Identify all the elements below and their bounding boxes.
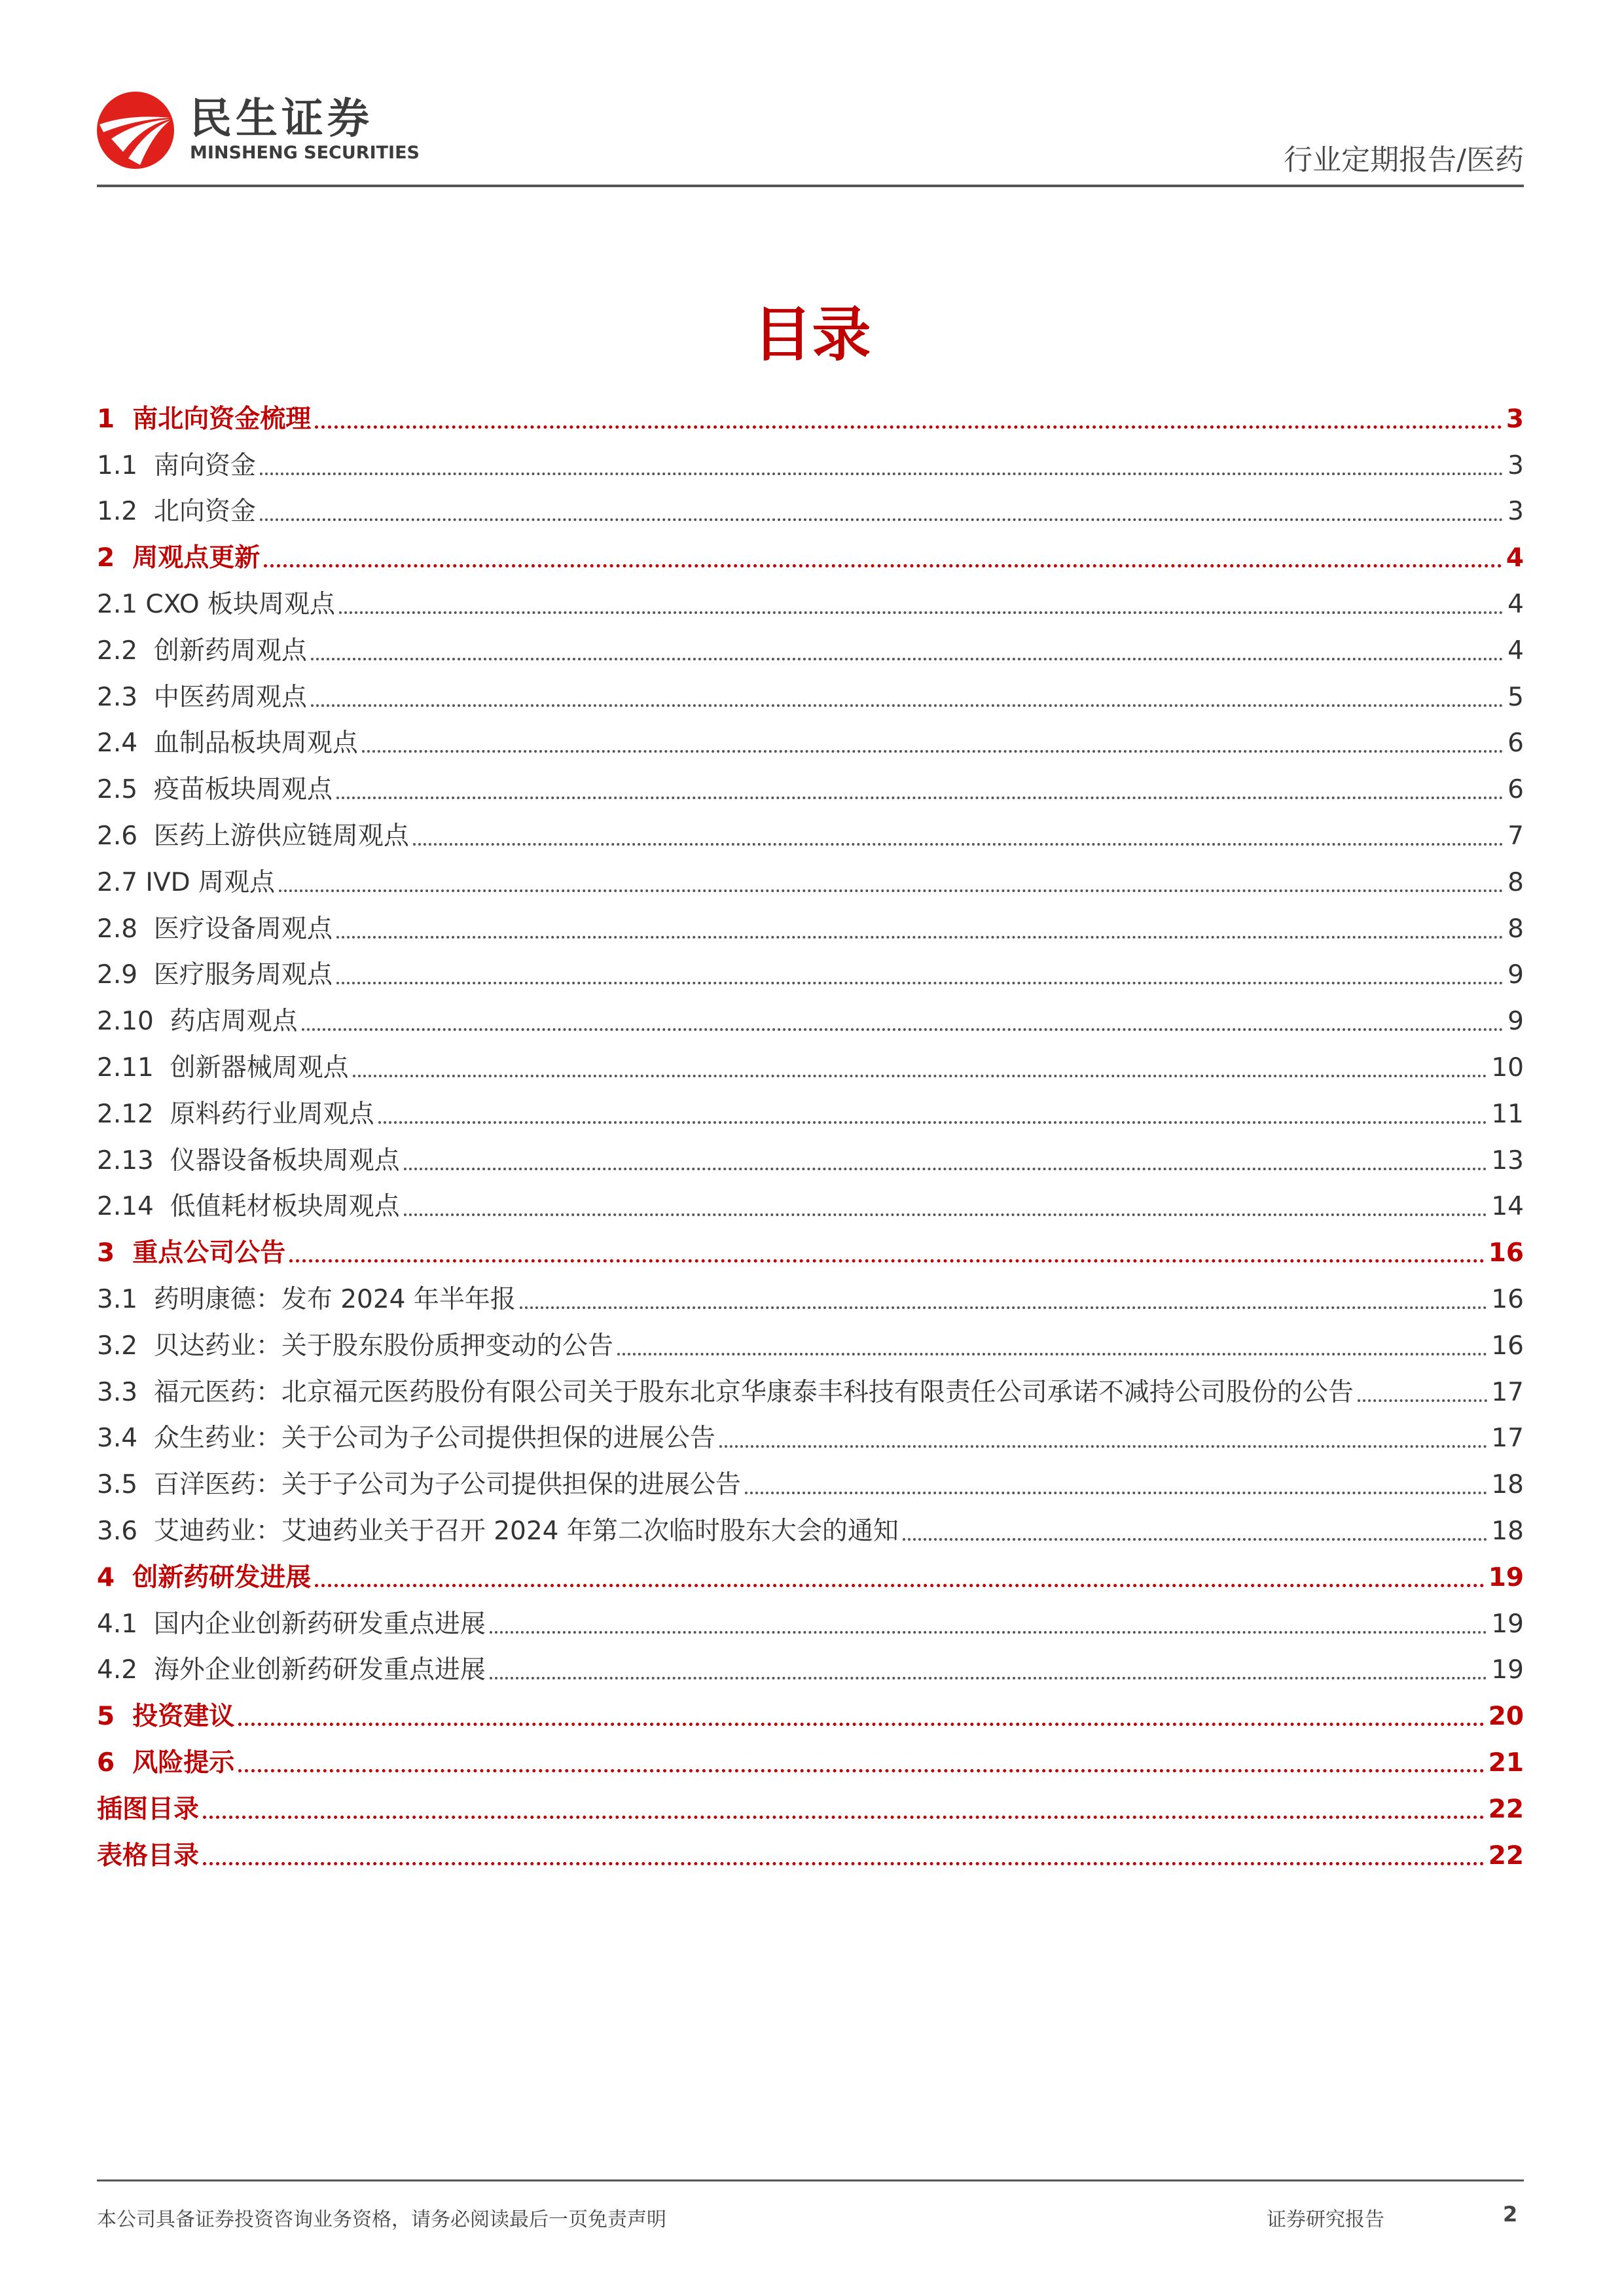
toc-entry[interactable]	[97, 1040, 1524, 1086]
toc-leader-dots	[903, 1538, 1487, 1541]
toc-leader-dots	[617, 1353, 1488, 1355]
toc-entry[interactable]	[97, 1179, 1524, 1226]
toc-leader-dots	[260, 518, 1504, 521]
toc-leader-dots	[315, 425, 1502, 429]
toc-entry-label: 1 南北向资金梳理	[97, 404, 312, 434]
toc-entry[interactable]	[97, 1689, 1524, 1735]
toc-entry-label: 插图目录	[97, 1794, 200, 1824]
toc-entry[interactable]	[97, 808, 1524, 855]
toc-leader-dots	[289, 1259, 1484, 1263]
toc-entry[interactable]	[97, 1550, 1524, 1596]
toc-entry[interactable]	[97, 948, 1524, 994]
logo-emblem-icon	[97, 92, 174, 169]
toc-entry[interactable]	[97, 901, 1524, 948]
toc-entry-page: 7	[1507, 821, 1524, 851]
toc-leader-dots	[238, 1723, 1484, 1726]
toc-entry-label: 3 重点公司公告	[97, 1238, 286, 1268]
toc-leader-dots	[490, 1631, 1488, 1634]
toc-entry-page: 14	[1491, 1192, 1524, 1222]
footer-disclaimer: 本公司具备证券投资咨询业务资格，请务必阅读最后一页免责声明	[97, 2208, 666, 2231]
toc-entry-label: 2.3 中医药周观点	[97, 682, 307, 712]
toc-entry[interactable]	[97, 1272, 1524, 1318]
toc-leader-dots	[311, 704, 1504, 707]
toc-entry-label: 2.11 创新器械周观点	[97, 1052, 349, 1083]
toc-leader-dots	[413, 843, 1504, 846]
toc-entry-page: 17	[1491, 1377, 1524, 1407]
toc-leader-dots	[238, 1769, 1484, 1772]
toc-entry[interactable]	[97, 1318, 1524, 1365]
toc-entry[interactable]	[97, 1828, 1524, 1874]
toc-entry[interactable]	[97, 1643, 1524, 1689]
logo-english-name: MINSHENG SECURITIES	[190, 143, 420, 163]
report-type: 行业定期报告/医药	[1284, 143, 1524, 177]
toc-leader-dots	[315, 1584, 1484, 1587]
toc-entry-page: 16	[1488, 1238, 1524, 1268]
toc-leader-dots	[264, 564, 1502, 567]
toc-entry-page: 4	[1506, 543, 1524, 573]
toc-leader-dots	[203, 1862, 1485, 1865]
toc-entry-label: 3.2 贝达药业：关于股东股份质押变动的公告	[97, 1331, 613, 1361]
toc-entry[interactable]	[97, 1133, 1524, 1179]
toc-entry-label: 2.12 原料药行业周观点	[97, 1099, 374, 1129]
toc-entry[interactable]	[97, 1086, 1524, 1133]
toc-leader-dots	[260, 473, 1504, 475]
toc-entry-label: 2.6 医药上游供应链周观点	[97, 821, 409, 851]
footer-divider	[97, 2179, 1524, 2181]
toc-entry-page: 3	[1507, 450, 1524, 480]
toc-entry[interactable]	[97, 530, 1524, 577]
toc-leader-dots	[1358, 1399, 1488, 1402]
toc-leader-dots	[203, 1816, 1485, 1819]
toc-leader-dots	[302, 1028, 1504, 1031]
toc-entry-label: 4 创新药研发进展	[97, 1562, 312, 1592]
toc-leader-dots	[362, 750, 1504, 753]
toc-entry-page: 13	[1491, 1145, 1524, 1175]
toc-entry-page: 19	[1488, 1562, 1524, 1592]
toc-entry-label: 6 风险提示	[97, 1748, 235, 1778]
toc-entry-label: 2.9 医疗服务周观点	[97, 960, 333, 990]
toc-leader-dots	[404, 1213, 1488, 1216]
toc-entry-label: 2.2 创新药周观点	[97, 636, 307, 666]
toc-entry-page: 8	[1507, 914, 1524, 944]
toc-entry[interactable]	[97, 577, 1524, 623]
toc-entry-page: 18	[1491, 1470, 1524, 1500]
toc-entry[interactable]	[97, 1457, 1524, 1503]
toc-entry-label: 3.5 百洋医药：关于子公司为子公司提供担保的进展公告	[97, 1470, 741, 1500]
toc-entry-label: 4.2 海外企业创新药研发重点进展	[97, 1655, 486, 1685]
toc-entry[interactable]	[97, 438, 1524, 484]
toc-entry-label: 4.1 国内企业创新药研发重点进展	[97, 1609, 486, 1639]
toc-entry-label: 5 投资建议	[97, 1702, 235, 1732]
toc-entry-label: 3.6 艾迪药业：艾迪药业关于召开 2024 年第二次临时股东大会的通知	[97, 1516, 899, 1546]
toc-entry-page: 18	[1491, 1516, 1524, 1546]
toc-entry-label: 2.7 IVD 周观点	[97, 867, 276, 897]
toc-entry-page: 10	[1491, 1052, 1524, 1083]
toc-entry[interactable]	[97, 670, 1524, 716]
toc-leader-dots	[336, 982, 1504, 984]
toc-entry-label: 2.8 医疗设备周观点	[97, 914, 333, 944]
page-number: 2	[1503, 2202, 1518, 2227]
company-logo	[97, 92, 420, 169]
toc-entry[interactable]	[97, 1365, 1524, 1411]
toc-entry-label: 2.14 低值耗材板块周观点	[97, 1192, 400, 1222]
toc-entry-label: 表格目录	[97, 1840, 200, 1871]
toc-entry-page: 4	[1507, 589, 1524, 619]
toc-entry-page: 19	[1491, 1655, 1524, 1685]
toc-entry[interactable]	[97, 1735, 1524, 1782]
toc-entry[interactable]	[97, 716, 1524, 762]
toc-entry-label: 2.4 血制品板块周观点	[97, 728, 358, 759]
toc-entry-page: 11	[1491, 1099, 1524, 1129]
toc-leader-dots	[719, 1445, 1488, 1448]
toc-leader-dots	[339, 611, 1504, 614]
toc-entry[interactable]	[97, 391, 1524, 438]
toc-entry-page: 3	[1507, 497, 1524, 527]
toc-entry[interactable]	[97, 484, 1524, 531]
footer-doc-type: 证券研究报告	[1267, 2208, 1384, 2231]
toc-entry[interactable]	[97, 855, 1524, 901]
toc-entry-page: 21	[1488, 1748, 1524, 1778]
toc-entry[interactable]	[97, 1596, 1524, 1643]
toc-entry[interactable]	[97, 1225, 1524, 1272]
toc-entry-label: 3.3 福元医药：北京福元医药股份有限公司关于股东北京华康泰丰科技有限责任公司承诺不减持公司股份的公告	[97, 1377, 1354, 1407]
toc-leader-dots	[745, 1492, 1488, 1494]
toc-entry-label: 1.2 北向资金	[97, 497, 256, 527]
table-of-contents	[97, 391, 1524, 1874]
toc-leader-dots	[404, 1168, 1488, 1170]
toc-entry-label: 3.1 药明康德：发布 2024 年半年报	[97, 1284, 516, 1314]
toc-entry-label: 2.13 仪器设备板块周观点	[97, 1145, 400, 1175]
toc-leader-dots	[279, 889, 1504, 892]
toc-entry-page: 6	[1507, 728, 1524, 759]
toc-entry[interactable]	[97, 762, 1524, 808]
toc-leader-dots	[336, 936, 1504, 939]
toc-entry[interactable]	[97, 1782, 1524, 1828]
toc-entry-page: 16	[1491, 1284, 1524, 1314]
toc-entry-page: 6	[1507, 775, 1524, 805]
toc-entry-page: 19	[1491, 1609, 1524, 1639]
toc-entry[interactable]	[97, 994, 1524, 1040]
toc-entry-page: 9	[1507, 960, 1524, 990]
toc-entry-page: 9	[1507, 1007, 1524, 1037]
toc-leader-dots	[353, 1075, 1488, 1077]
toc-entry-page: 22	[1488, 1794, 1524, 1824]
header-divider	[97, 185, 1524, 187]
toc-leader-dots	[336, 797, 1504, 799]
toc-entry-page: 5	[1507, 682, 1524, 712]
toc-entry-label: 2.1 CXO 板块周观点	[97, 589, 335, 619]
toc-entry[interactable]	[97, 623, 1524, 670]
toc-entry-label: 3.4 众生药业：关于公司为子公司提供担保的进展公告	[97, 1424, 715, 1454]
toc-leader-dots	[520, 1306, 1487, 1309]
toc-leader-dots	[311, 658, 1504, 660]
toc-entry-label: 1.1 南向资金	[97, 450, 256, 480]
toc-entry-page: 17	[1491, 1424, 1524, 1454]
toc-entry-page: 8	[1507, 867, 1524, 897]
toc-entry-page: 3	[1506, 404, 1524, 434]
toc-entry[interactable]	[97, 1503, 1524, 1550]
logo-chinese-name: 民生证券	[190, 95, 373, 143]
toc-entry-label: 2.5 疫苗板块周观点	[97, 775, 333, 805]
toc-entry-page: 16	[1491, 1331, 1524, 1361]
toc-leader-dots	[490, 1677, 1488, 1679]
toc-entry[interactable]	[97, 1411, 1524, 1458]
toc-entry-page: 4	[1507, 636, 1524, 666]
toc-entry-page: 20	[1488, 1702, 1524, 1732]
toc-entry-page: 22	[1488, 1840, 1524, 1871]
toc-leader-dots	[378, 1121, 1488, 1124]
page-title: 目录	[753, 300, 871, 369]
toc-entry-label: 2 周观点更新	[97, 543, 261, 573]
toc-entry-label: 2.10 药店周观点	[97, 1007, 298, 1037]
